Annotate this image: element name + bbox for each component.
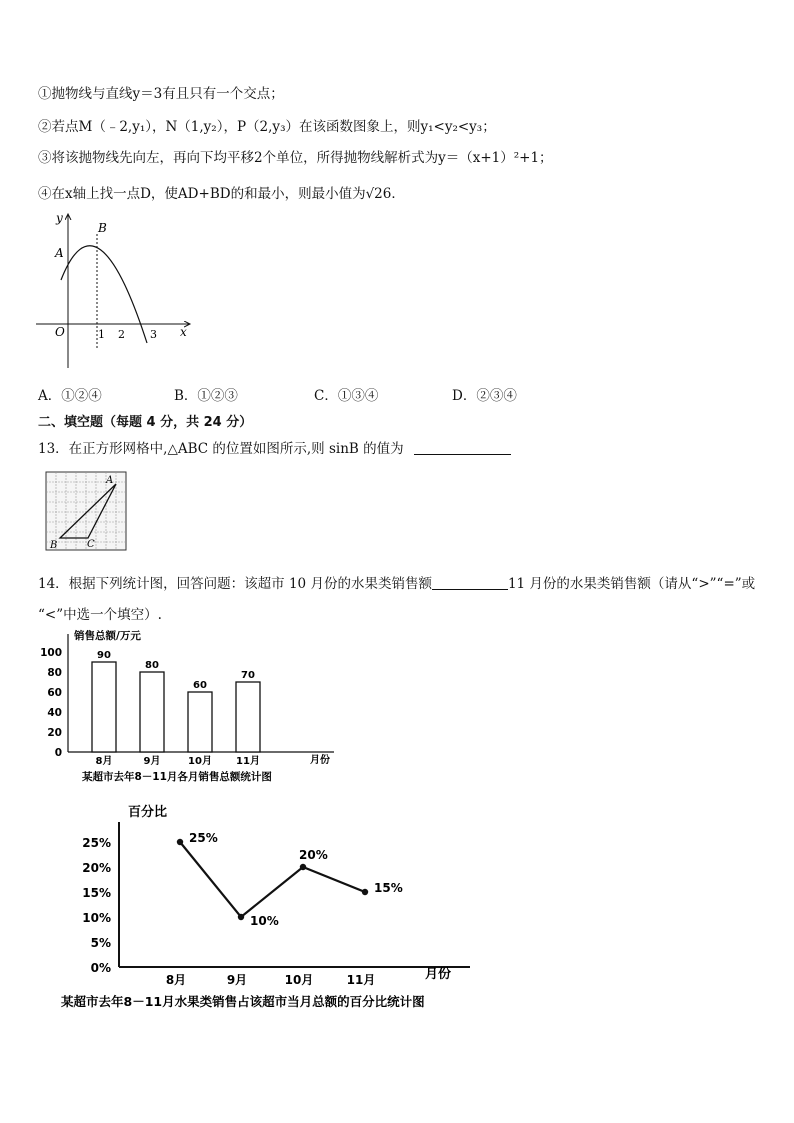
bar-9月 — [140, 672, 164, 752]
tick-1: 1 — [98, 328, 105, 341]
bar-10月 — [188, 692, 212, 752]
bar-y-label: 销售总额/万元 — [74, 630, 141, 642]
line-x-label: 月份 — [425, 967, 452, 982]
line-value-label: 20% — [299, 848, 328, 862]
bar-y-tick: 60 — [47, 687, 62, 699]
line-chart-title: 某超市去年8－11月水果类销售占该超市当月总额的百分比统计图 — [61, 994, 425, 1009]
x-label: x — [180, 325, 187, 339]
statement-3: ③将该抛物线先向左，再向下均平移2个单位，所得抛物线解析式为y＝（x+1）²+1； — [38, 150, 553, 166]
question-14-line2: “<”中选一个填空）. — [38, 607, 162, 623]
statement-2: ②若点M（﹣2,y₁），N（1,y₂），P（2,y₃）在该函数图象上，则y₁<y₂<y₃； — [38, 119, 496, 135]
bar-value-label: 90 — [97, 650, 111, 661]
question-13-text: 13．在正方形网格中,△ABC 的位置如图所示,则 sinB 的值为 — [38, 441, 404, 457]
line-point-11月 — [362, 889, 368, 895]
bar-x-tick: 11月 — [236, 756, 260, 767]
line-y-label: 百分比 — [128, 805, 168, 820]
option-d[interactable]: D．②③④ — [452, 388, 517, 404]
line-x-tick: 8月 — [165, 973, 187, 987]
option-b[interactable]: B．①②③ — [174, 388, 238, 404]
grid-figure — [44, 470, 130, 554]
point-a-label: A — [55, 246, 64, 260]
bar-x-label: 月份 — [310, 755, 330, 766]
tick-2: 2 — [118, 328, 125, 341]
line-y-tick: 25% — [82, 836, 111, 850]
line-point-10月 — [300, 864, 306, 870]
line-y-tick: 5% — [90, 936, 111, 950]
bar-chart-title: 某超市去年8－11月各月销售总额统计图 — [82, 771, 272, 783]
question-14-text-b: 11 月份的水果类销售额（请从“>”“=”或 — [507, 576, 756, 592]
question-14-text-a: 14．根据下列统计图，回答问题：该超市 10 月份的水果类销售额 — [38, 576, 432, 592]
grid-label-a: A — [106, 475, 114, 486]
question-14-line1 — [38, 572, 755, 592]
statement-1: ①抛物线与直线y＝3有且只有一个交点； — [38, 86, 284, 102]
bar-y-tick: 100 — [40, 647, 62, 659]
line-x-tick: 10月 — [284, 973, 314, 987]
line-y-tick: 10% — [82, 911, 111, 925]
line-series — [180, 842, 365, 917]
bar-value-label: 60 — [193, 680, 207, 691]
line-value-label: 15% — [374, 881, 403, 895]
line-chart — [55, 798, 525, 1013]
bar-value-label: 70 — [241, 670, 255, 681]
answer-blank-13[interactable] — [414, 453, 511, 455]
bar-value-label: 80 — [145, 660, 159, 671]
line-value-label: 25% — [189, 831, 218, 845]
line-point-9月 — [238, 914, 244, 920]
bar-x-tick: 8月 — [95, 756, 113, 767]
line-point-8月 — [177, 839, 183, 845]
grid-label-c: C — [87, 539, 95, 550]
bar-chart — [38, 625, 348, 787]
bar-y-tick: 20 — [47, 727, 62, 739]
line-x-tick: 11月 — [346, 973, 376, 987]
y-label: y — [56, 211, 63, 225]
point-b-label: B — [98, 221, 107, 235]
tick-3: 3 — [150, 328, 157, 341]
option-c[interactable]: C．①③④ — [314, 388, 379, 404]
parabola-figure — [30, 208, 200, 373]
bar-x-tick: 10月 — [188, 756, 212, 767]
line-value-label: 10% — [250, 914, 279, 928]
grid-label-b: B — [50, 540, 58, 551]
bar-11月 — [236, 682, 260, 752]
statement-4: ④在x轴上找一点D，使AD+BD的和最小，则最小值为√26． — [38, 186, 405, 202]
line-y-tick: 20% — [82, 861, 111, 875]
bar-8月 — [92, 662, 116, 752]
bar-x-tick: 9月 — [143, 756, 161, 767]
origin-label: O — [55, 325, 65, 339]
bar-y-tick: 80 — [47, 667, 62, 679]
line-x-tick: 9月 — [226, 973, 248, 987]
answer-blank-14[interactable] — [432, 588, 508, 590]
bar-y-tick: 0 — [54, 747, 62, 759]
option-a[interactable]: A．①②④ — [38, 388, 102, 404]
bar-y-tick: 40 — [47, 707, 62, 719]
section-heading: 二、填空题（每题 4 分，共 24 分） — [38, 415, 253, 430]
line-y-tick: 0% — [90, 961, 111, 975]
question-13 — [38, 437, 511, 457]
line-y-tick: 15% — [82, 886, 111, 900]
